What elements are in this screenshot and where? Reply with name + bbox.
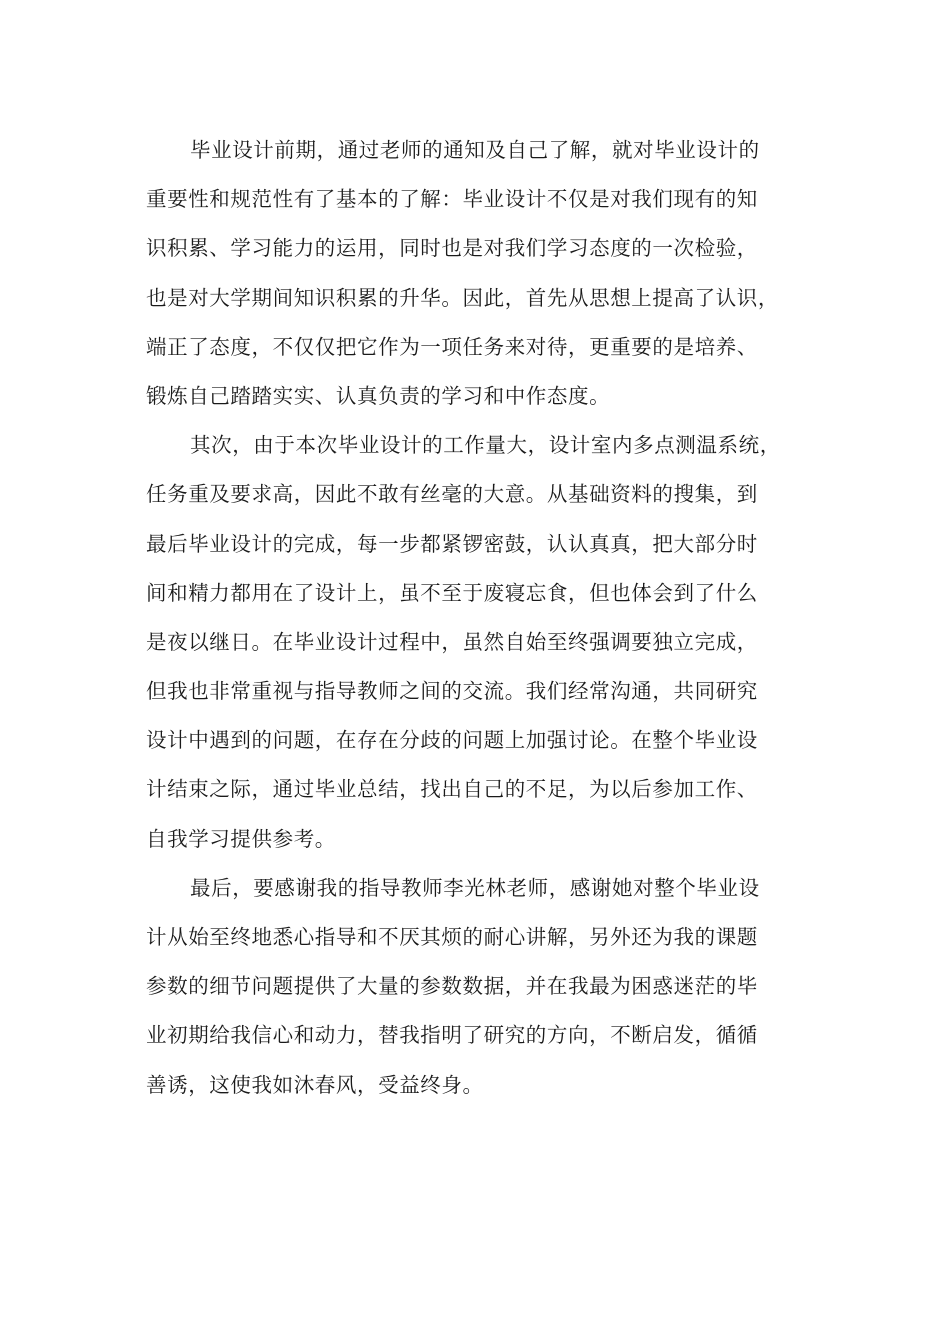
paragraph-line: 计从始至终地悉心指导和不厌其烦的耐心讲解，另外还为我的课题 bbox=[146, 925, 758, 949]
paragraph-line: 识积累、学习能力的运用，同时也是对我们学习态度的一次检验， bbox=[146, 236, 758, 261]
document-body bbox=[146, 126, 806, 1110]
paragraph-line: 参数的细节问题提供了大量的参数数据，并在我最为困惑迷茫的毕 bbox=[146, 974, 758, 999]
paragraph-line: 也是对大学期间知识积累的升华。因此，首先从思想上提高了认识， bbox=[146, 285, 779, 310]
paragraph-line: 间和精力都用在了设计上，虽不至于废寝忘食，但也体会到了什么 bbox=[146, 580, 758, 605]
paragraph-line: 善诱，这使我如沐春风，受益终身。 bbox=[146, 1072, 484, 1097]
paragraph-line: 业初期给我信心和动力，替我指明了研究的方向，不断启发，循循 bbox=[146, 1023, 758, 1048]
paragraph-line: 自我学习提供参考。 bbox=[146, 826, 336, 851]
paragraph-line: 计结束之际，通过毕业总结，找出自己的不足，为以后参加工作、 bbox=[146, 777, 758, 802]
paragraph-line: 设计中遇到的问题，在存在分歧的问题上加强讨论。在整个毕业设 bbox=[146, 728, 758, 753]
paragraph-line: 是夜以继日。在毕业设计过程中，虽然自始至终强调要独立完成， bbox=[146, 629, 758, 654]
paragraph-line: 毕业设计前期，通过老师的通知及自己了解，就对毕业设计的 bbox=[190, 138, 760, 162]
paragraph-line: 任务重及要求高，因此不敢有丝毫的大意。从基础资料的搜集，到 bbox=[146, 482, 758, 507]
paragraph-2 bbox=[146, 421, 806, 864]
paragraph-line: 其次，由于本次毕业设计的工作量大，设计室内多点测温系统， bbox=[190, 433, 781, 458]
paragraph-line: 最后毕业设计的完成，每一步都紧锣密鼓，认认真真，把大部分时 bbox=[146, 531, 758, 556]
paragraph-line: 重要性和规范性有了基本的了解：毕业设计不仅是对我们现有的知 bbox=[146, 187, 758, 212]
paragraph-1 bbox=[146, 126, 806, 421]
paragraph-line: 端正了态度，不仅仅把它作为一项任务来对待，更重要的是培养、 bbox=[146, 334, 758, 359]
paragraph-line: 但我也非常重视与指导教师之间的交流。我们经常沟通，共同研究 bbox=[146, 679, 758, 704]
paragraph-line: 锻炼自己踏踏实实、认真负责的学习和中作态度。 bbox=[146, 383, 611, 408]
paragraph-3 bbox=[146, 864, 806, 1110]
paragraph-line: 最后，要感谢我的指导教师李光林老师，感谢她对整个毕业设 bbox=[190, 875, 760, 900]
